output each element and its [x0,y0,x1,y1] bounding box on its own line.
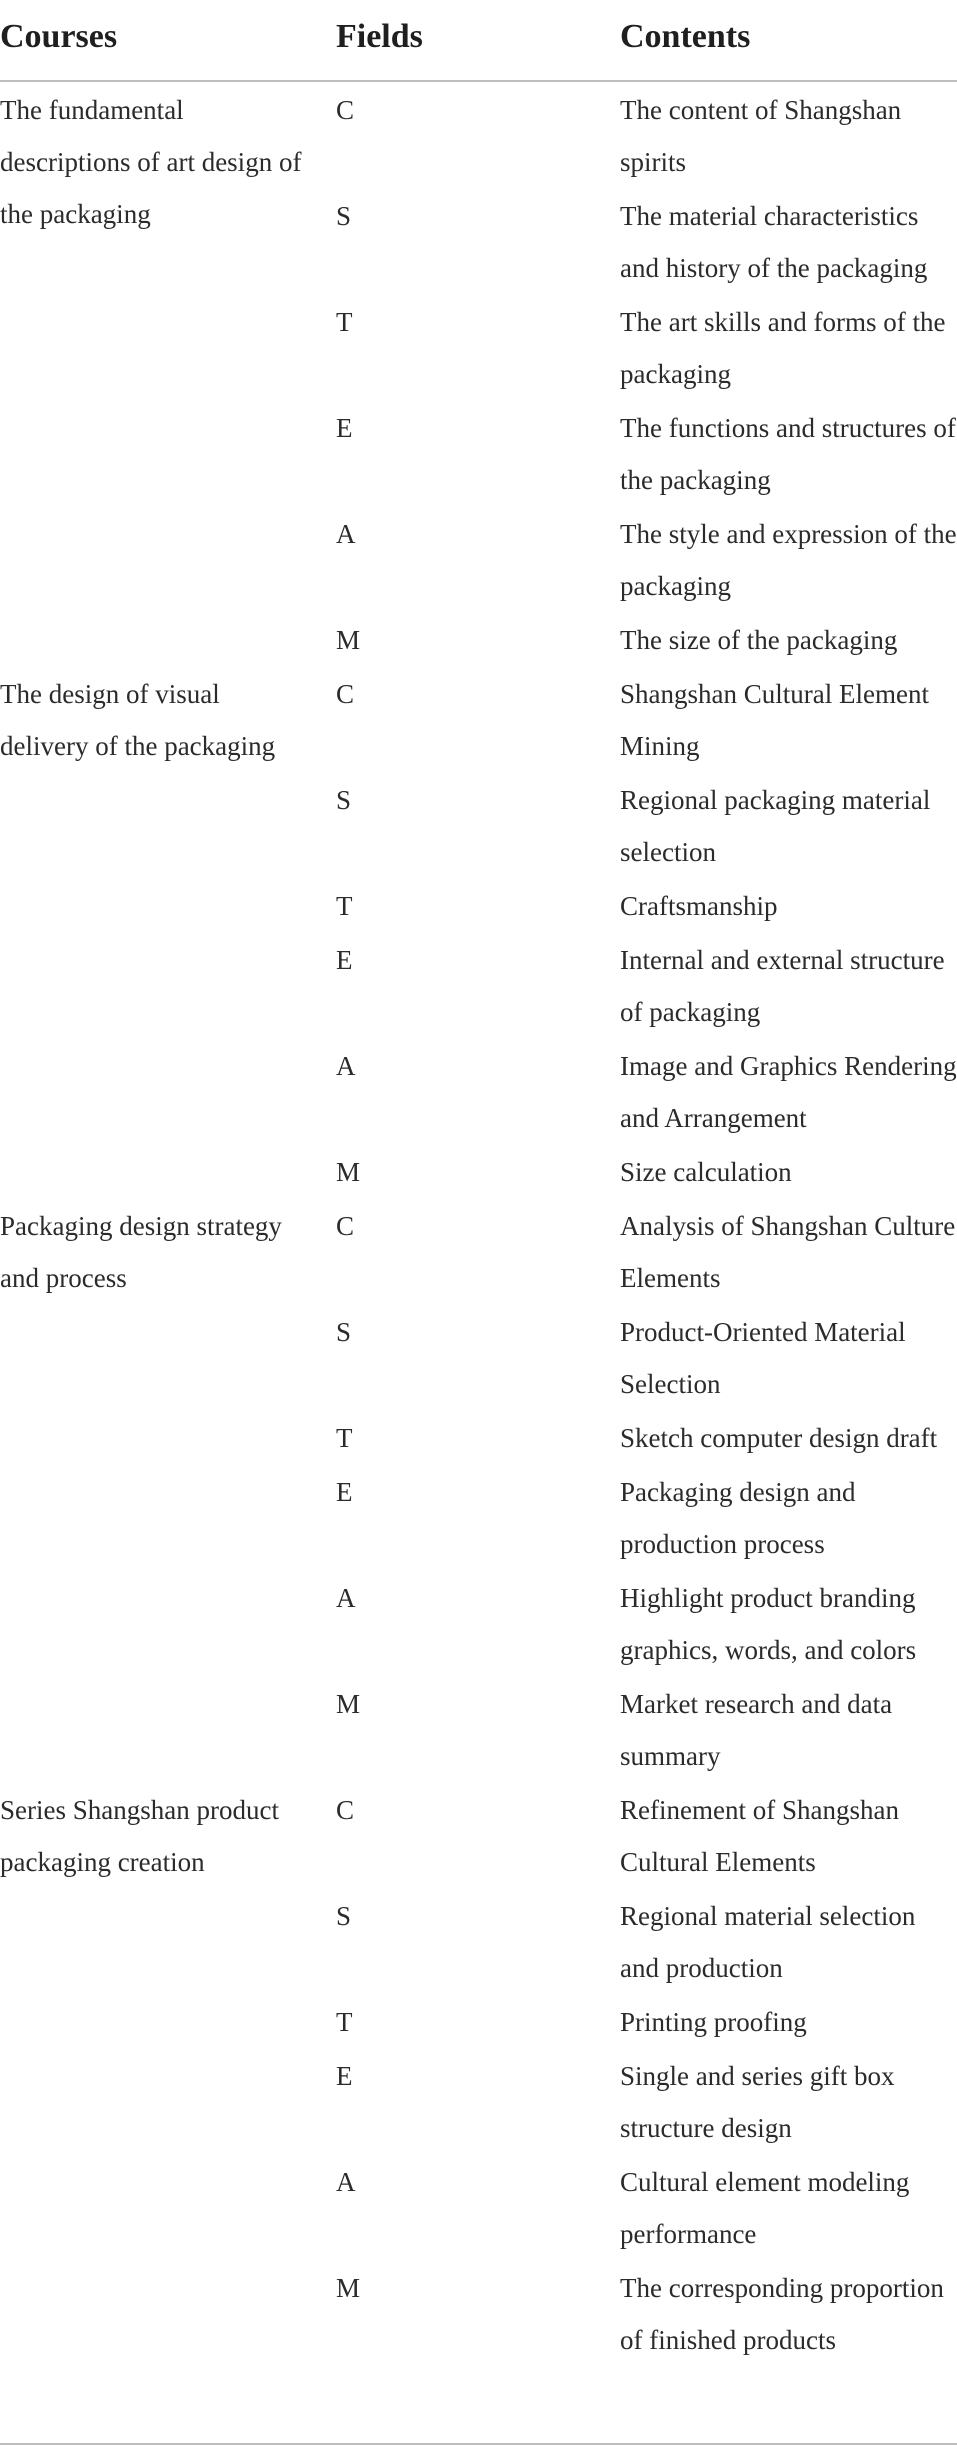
field-code: T [336,307,353,337]
field-code: C [336,95,355,125]
field-code: S [336,1901,352,1931]
table-row [0,612,957,666]
field-code: A [336,1051,356,1081]
content-text: Printing proofing [620,2007,807,2037]
field-code: M [336,1157,361,1187]
course-name: Packaging design strategy and process [0,1211,282,1293]
table-row [0,666,957,772]
table-body [0,82,957,2366]
table-row [0,2260,957,2366]
table-row [0,1410,957,1464]
course-name: The fundamental descriptions of art design of the packaging [0,95,302,229]
header-courses: Courses [0,18,118,55]
content-text: Shangshan Cultural Element Mining [620,679,929,761]
table-row [0,82,957,188]
table-row [0,294,957,400]
table-row [0,1198,957,1304]
table-row [0,506,957,612]
field-code: S [336,201,352,231]
field-code: A [336,2167,356,2197]
field-code: A [336,519,356,549]
field-code: T [336,2007,353,2037]
content-text: Image and Graphics Rendering and Arrangement [620,1051,957,1133]
content-text: Regional packaging material selection [620,785,931,867]
table-row [0,2154,957,2260]
field-code: E [336,2061,353,2091]
header-contents: Contents [620,18,751,55]
field-code: A [336,1583,356,1613]
course-group [0,82,957,666]
table-row [0,400,957,506]
field-code: C [336,1795,355,1825]
content-text: The corresponding proportion of finished products [620,2273,944,2355]
course-name: The design of visual delivery of the packaging [0,679,276,761]
field-code: C [336,1211,355,1241]
table-row [0,1038,957,1144]
table-row [0,2048,957,2154]
table-row [0,1144,957,1198]
field-code: M [336,2273,361,2303]
field-code: M [336,1689,361,1719]
table-row [0,1994,957,2048]
table-row [0,1464,957,1570]
content-text: Regional material selection and production [620,1901,916,1983]
content-text: The style and expression of the packaging [620,519,957,601]
table-bottom-rule [0,2443,957,2445]
field-code: E [336,413,353,443]
content-text: Sketch computer design draft [620,1423,938,1453]
field-code: E [336,945,353,975]
table-row [0,1888,957,1994]
course-group [0,666,957,1198]
content-text: Highlight product branding graphics, words, and colors [620,1583,917,1665]
table-row [0,1304,957,1410]
content-text: Market research and data summary [620,1689,893,1771]
content-text: The art skills and forms of the packaging [620,307,946,389]
course-name: Series Shangshan product packaging creation [0,1795,279,1877]
content-text: The functions and structures of the packaging [620,413,956,495]
content-text: Packaging design and production process [620,1477,856,1559]
content-text: The size of the packaging [620,625,898,655]
table-row [0,1570,957,1676]
field-code: S [336,785,352,815]
field-code: C [336,679,355,709]
field-code: M [336,625,361,655]
content-text: Craftsmanship [620,891,778,921]
content-text: Product-Oriented Material Selection [620,1317,906,1399]
header-fields: Fields [336,18,423,55]
course-group [0,1782,957,2366]
content-text: The content of Shangshan spirits [620,95,902,177]
table-header [0,0,957,82]
table-row [0,1782,957,1888]
content-text: Cultural element modeling performance [620,2167,910,2249]
content-text: Size calculation [620,1157,792,1187]
table-row [0,772,957,878]
field-code: S [336,1317,352,1347]
field-code: E [336,1477,353,1507]
content-text: Internal and external structure of packaging [620,945,945,1027]
table-row [0,932,957,1038]
content-text: The material characteristics and history of the packaging [620,201,928,283]
content-text: Single and series gift box structure design [620,2061,895,2143]
table-row [0,878,957,932]
field-code: T [336,891,353,921]
content-text: Analysis of Shangshan Culture Elements [620,1211,956,1293]
field-code: T [336,1423,353,1453]
table-row [0,188,957,294]
course-group [0,1198,957,1782]
content-text: Refinement of Shangshan Cultural Elements [620,1795,899,1877]
table-row [0,1676,957,1782]
